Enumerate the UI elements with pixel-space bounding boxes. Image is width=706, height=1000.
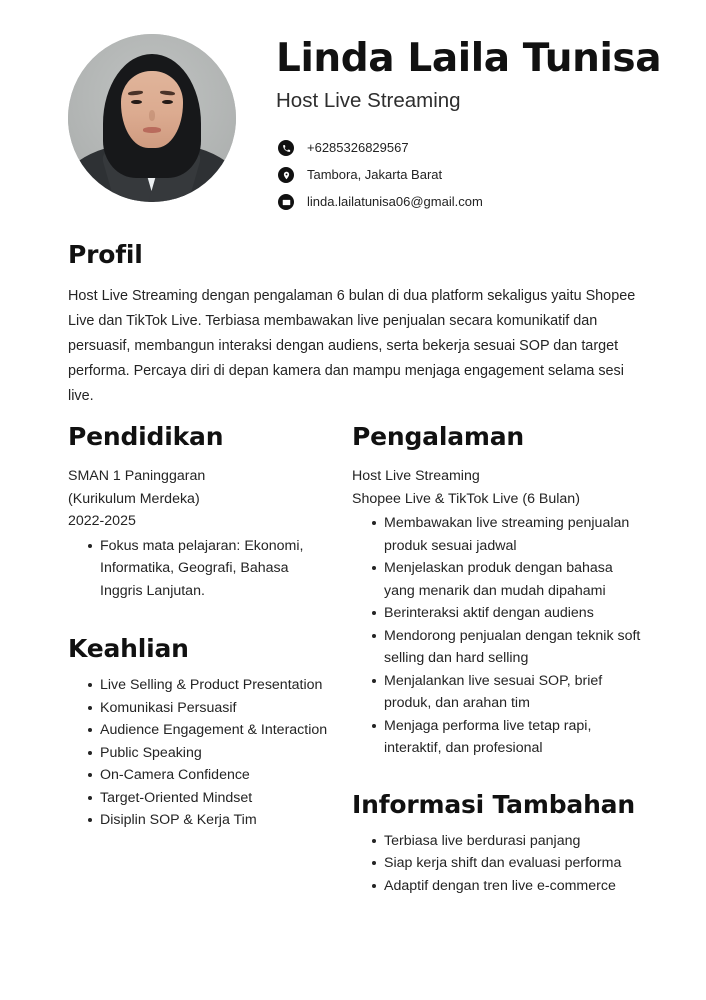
education-bullet-list [68,535,334,603]
photo-eye-right [162,100,173,104]
resume-header [0,0,706,225]
header-text-group [276,36,676,114]
portrait-photo [68,34,236,202]
section-additional-info [352,790,642,898]
contact-list [278,137,483,218]
education-program: (Kurikulum Merdeka) [68,490,200,507]
contact-phone[interactable] [278,137,483,159]
education-entry [68,465,334,533]
list-item: Target-Oriented Mindset [88,787,334,810]
photo-eye-left [131,100,142,104]
list-item: Membawakan live streaming penjualan produk sesuai jadwal [372,512,642,557]
list-item: Komunikasi Persuasif [88,697,334,720]
list-item: Siap kerja shift dan evaluasi performa [372,852,642,875]
page-title: Linda Laila Tunisa [276,36,662,81]
section-title-experience: Pengalaman [352,422,524,451]
education-school: SMAN 1 Paninggaran [68,468,206,484]
email-text: linda.lailatunisa06@gmail.com [307,194,483,209]
skills-bullet-list [68,674,334,832]
education-years: 2022-2025 [68,513,136,529]
section-profile [68,240,646,409]
additional-bullet-list [352,830,642,898]
list-item: Disiplin SOP & Kerja Tim [88,809,334,832]
section-experience [352,422,642,760]
list-item: Berinteraksi aktif dengan audiens [372,602,642,625]
list-item: Terbiasa live berdurasi panjang [372,830,642,853]
experience-bullet-list [352,512,642,760]
list-item: Fokus mata pelajaran: Ekonomi, Informatika, Geografi, Bahasa Inggris Lanjutan. [88,535,334,603]
list-item: On-Camera Confidence [88,764,334,787]
list-item: Public Speaking [88,742,334,765]
list-item: Menjelaskan produk dengan bahasa yang menarik dan mudah dipahami [372,557,642,602]
list-item: Mendorong penjualan dengan teknik soft selling dan hard selling [372,625,642,670]
section-title-profile: Profil [68,240,143,269]
list-item: Live Selling & Product Presentation [88,674,334,697]
list-item: Menjaga performa live tetap rapi, interaktif, dan profesional [372,715,642,760]
location-text: Tambora, Jakarta Barat [307,167,443,182]
left-column [68,422,334,832]
list-item: Audience Engagement & Interaction [88,719,334,742]
location-pin-icon [278,167,294,183]
list-item: Menjalankan live sesuai SOP, brief produk, dan arahan tim [372,670,642,715]
phone-number-text: +6285326829567 [307,140,409,155]
right-column [352,422,642,897]
section-title-skills: Keahlian [68,634,189,663]
phone-icon [278,140,294,156]
email-icon [278,194,294,210]
contact-location[interactable] [278,164,483,186]
job-title: Host Live Streaming [276,89,461,112]
section-skills [68,634,334,832]
photo-lips [143,127,161,132]
profile-body-text: Host Live Streaming dengan pengalaman 6 bulan di dua platform sekaligus yaitu Shopee Live dan TikTok Live. Terbiasa membawakan live penjualan secara komunikatif dan persuasif, membangun interaksi dengan audiens, serta bekerja sesuai SOP dan target performa. Percaya diri di depan kamera dan mampu menjaga engagement selama sesi live. [68,288,636,404]
experience-entry [352,465,642,510]
experience-company: Shopee Live & TikTok Live (6 Bulan) [352,490,580,507]
experience-role: Host Live Streaming [352,468,480,484]
section-education [68,422,334,602]
section-title-education: Pendidikan [68,422,224,451]
list-item: Adaptif dengan tren live e-commerce [372,875,642,898]
section-title-additional-info: Informasi Tambahan [352,789,635,819]
contact-email[interactable] [278,191,483,213]
